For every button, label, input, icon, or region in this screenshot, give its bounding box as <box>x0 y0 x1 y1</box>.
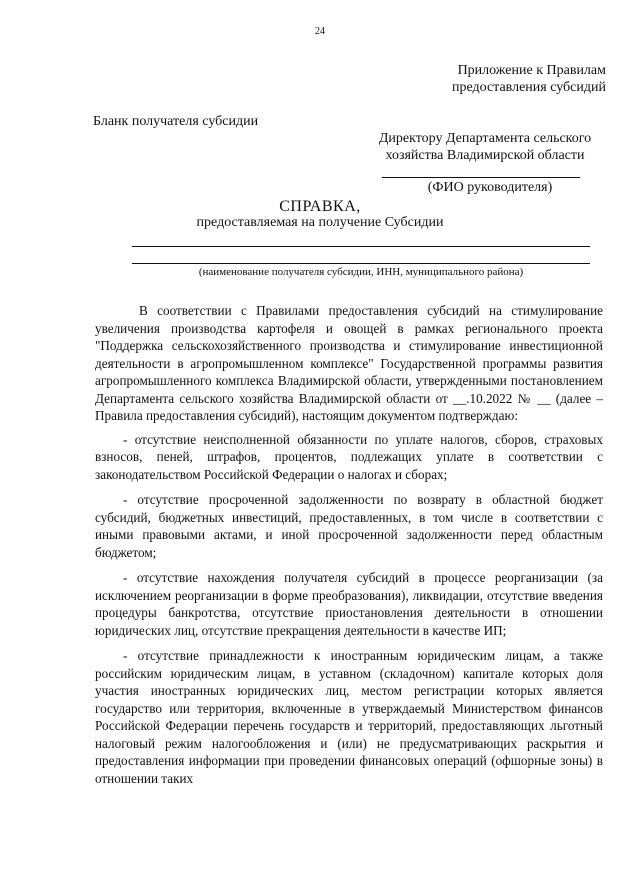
form-label: Бланк получателя субсидии <box>93 114 259 129</box>
confirmation-item-1: - отсутствие неисполненной обязанности по уплате налогов, сборов, страховых взносов, пеней, штрафов, процентов, подлежащих уплате в соответствии с законодательством Российской Федерации о налогах и сборах; <box>95 431 603 482</box>
recipient-line-1 <box>132 246 590 247</box>
appendix-line-2: предоставления субсидий <box>451 80 606 95</box>
appendix-note <box>452 62 606 96</box>
confirmation-item-4: - отсутствие принадлежности к иностранным юридическим лицам, а также российским юридическим лицам, в уставном (складочном) капитале которых доля участия иностранных юридических лиц, местом регистрации которых является государство или территория, включенные в утверждаемый Министерством финансов Российской Федерации перечень государств и территорий, предоставляющих льготный налоговый режим налогообложения и (или) не предусматривающих раскрытия и предоставления информации при проведении финансовых операций (офшорные зоны) в отношении таких <box>95 648 603 786</box>
intro-paragraph: В соответствии с Правилами предоставления субсидий на стимулирование увеличения производства картофеля и овощей в рамках регионального проекта "Поддержка сельскохозяйственного производства и стимулирование инвестиционной деятельности в агропромышленном комплексе" Государственной программы развития агропромышленного комплекса Владимирской области, утвержденными постановлением Департамента сельского хозяйства Владимирской области от __.10.2022 № __ (далее – Правила предоставления субсидий), настоящим документом подтверждаю: <box>95 303 603 423</box>
recipient-line-2 <box>132 263 590 264</box>
addressee-block <box>360 130 610 164</box>
addressee-line-1: Директору Департамента сельского <box>378 131 592 146</box>
document-body <box>95 302 603 795</box>
recipient-line-caption: (наименование получателя субсидии, ИНН, муниципального района) <box>198 266 524 278</box>
document-subtitle: предоставляемая на получение Субсидии <box>196 215 444 230</box>
addressee-line-2: хозяйства Владимирской области <box>385 148 585 163</box>
page-number: 24 <box>315 26 325 37</box>
document-title: СПРАВКА, <box>279 198 361 215</box>
appendix-line-1: Приложение к Правилам <box>457 63 606 78</box>
confirmation-item-3: - отсутствие нахождения получателя субсидий в процессе реорганизации (за исключением реорганизации в форме преобразования), ликвидации, отсутствие введения процедуры банкротства, отсутствие приостановления деятельности в отношении юридических лиц, отсутствие прекращения деятельности в качестве ИП; <box>95 570 603 638</box>
signature-line <box>382 177 580 178</box>
confirmation-item-2: - отсутствие просроченной задолженности по возврату в областной бюджет субсидий, бюджетных инвестиций, предоставленных, в том числе в соответствии с иными правовыми актами, и иной просроченной задолженности перед областным бюджетом; <box>95 492 603 560</box>
fio-caption: (ФИО руководителя) <box>427 180 553 195</box>
